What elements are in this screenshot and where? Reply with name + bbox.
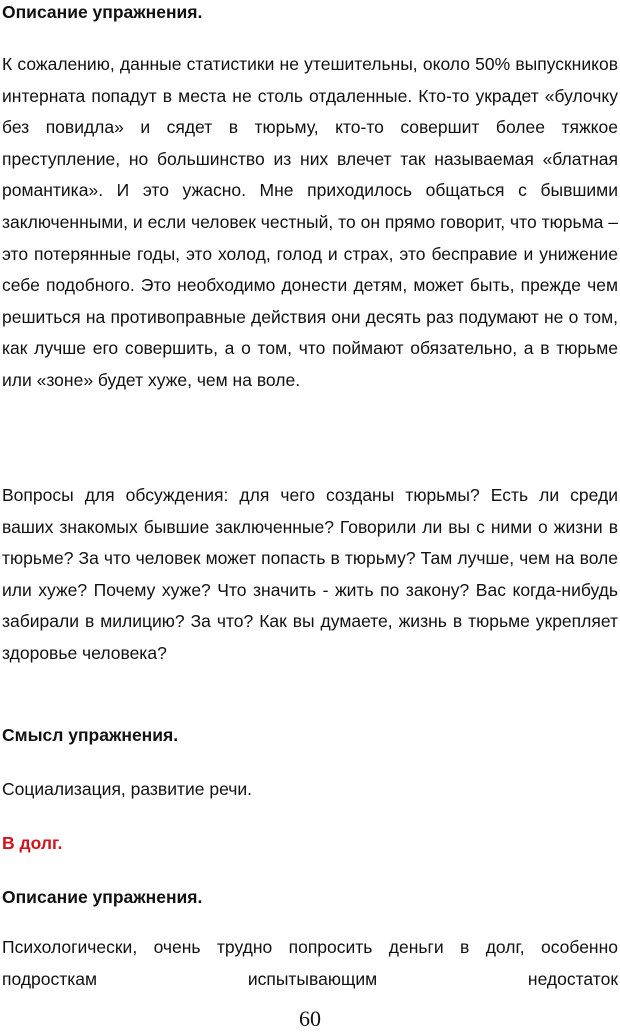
loan-paragraph: Психологически, очень трудно попросить деньги в долг, особенно подросткам испытывающим недостаток — [2, 937, 618, 989]
exercise-meaning-heading: Смысл упражнения. — [2, 725, 179, 745]
discussion-questions-paragraph: Вопросы для обсуждения: для чего созданы тюрьмы? Есть ли среди ваших знакомых бывшие заключенные? Говорили ли вы с ними о жизни в тюрьме? За что человек может попасть в тюрьму? Там лучше, чем на воле или хуже? Почему хуже? Что значить - жить по закону? Вас когда-нибудь забирали в милицию? За что? Как вы думаете, жизнь в тюрьме укрепляет здоровье человека? — [2, 485, 618, 663]
exercise-description-heading-2: Описание упражнения. — [2, 887, 203, 907]
exercise-description-heading: Описание упражнения. — [2, 2, 203, 22]
statistics-paragraph: К сожалению, данные статистики не утешительны, около 50% выпускников интерната попадут в места не столь отдаленные. Кто-то украдет «булочку без повидла» и сядет в тюрьму, кто-то совершит более тяжкое преступление, но большинство из них влечет так называемая «блатная романтика». И это ужасно. Мне приходилось общаться с бывшими заключенными, и если человек честный, то он прямо говорит, что тюрьма – это потерянные годы, это холод, голод и страх, это бесправие и унижение себе подобного. Это необходимо донести детям, может быть, прежде чем решиться на противоправные действия они десять раз подумают не о том, как лучше его совершить, а о том, что поймают обязательно, а в тюрьме или «зоне» будет хуже, чем на воле. — [2, 54, 618, 390]
exercise-meaning-text: Социализация, развитие речи. — [2, 779, 253, 799]
section-title-loan: В долг. — [2, 833, 63, 853]
page-number: 60 — [299, 1006, 321, 1031]
